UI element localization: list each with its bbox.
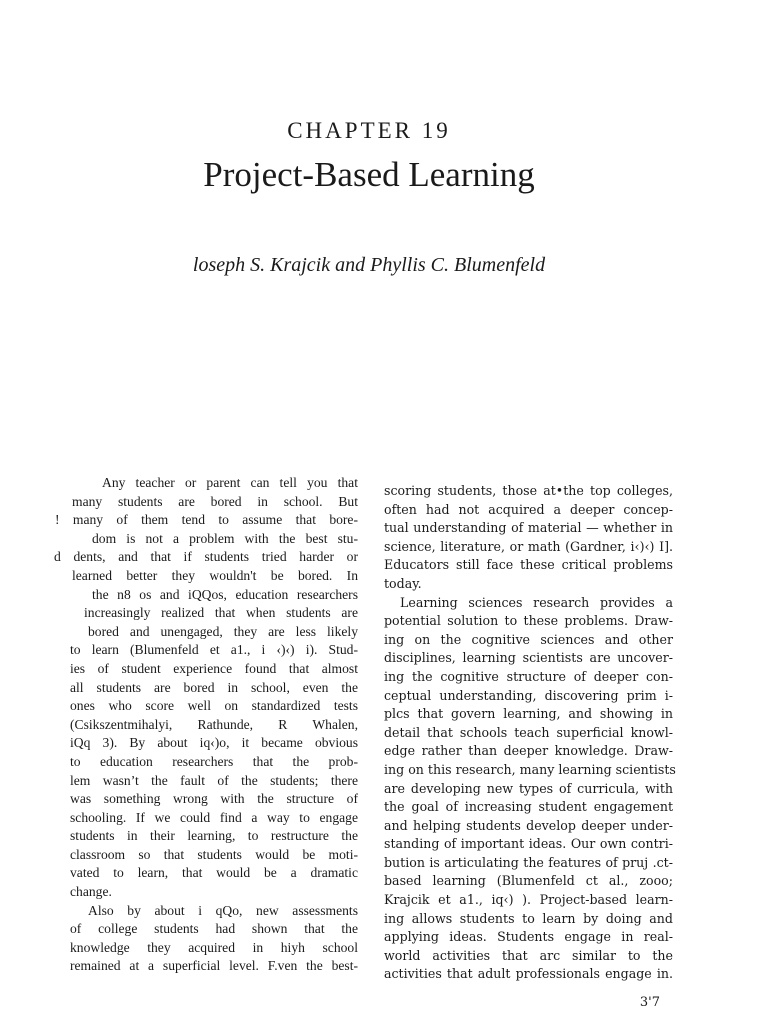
text-line: remained at a superficial level. F.ven the best-	[70, 958, 358, 974]
text-line: Learning sciences research provides a	[400, 594, 673, 610]
text-line: many students are bored in school. But	[72, 493, 358, 509]
text-line: often had not acquired a deeper concep-	[384, 501, 673, 517]
text-line: disciplines, learning scientists are uncover-	[384, 650, 673, 666]
text-line: ing on this research, many learning scientists	[384, 761, 676, 777]
text-line: ing the cognitive structure of deeper con-	[384, 668, 673, 684]
text-line: are developing new types of curricula, with	[384, 780, 673, 796]
text-line: based learning (Blumenfeld ct al., zooo;	[384, 873, 673, 889]
text-line: lem wasn’t the fault of the students; there	[70, 772, 358, 788]
text-line: science, literature, or math (Gardner, i‹)‹) I].	[384, 538, 673, 554]
text-line: Also by about i qQo, new assessments	[88, 902, 358, 918]
text-line: plcs that govern learning, and showing in	[384, 706, 673, 722]
text-line: ones who score well on standardized tests	[70, 698, 358, 714]
authors-line: loseph S. Krajcik and Phyllis C. Blumenfeld	[192, 254, 546, 276]
text-line: all students are bored in school, even the	[70, 679, 358, 695]
chapter-label: CHAPTER 19	[287, 118, 451, 143]
text-line: today.	[384, 575, 422, 591]
text-line: detail that schools teach superficial knowl-	[384, 724, 673, 740]
text-line: the n8 os and iQQos, education researchers	[92, 586, 358, 602]
text-line: standing of important ideas. Our own contri-	[384, 836, 673, 852]
text-line: scoring students, those at•the top colleges,	[384, 483, 673, 498]
text-line: to education researchers that the prob-	[70, 753, 358, 769]
text-line: iQq 3). By about iq‹)o, it became obvious	[70, 735, 358, 751]
text-line: ies of student experience found that almost	[70, 660, 358, 676]
text-line: to learn (Blumenfeld et a1., i ‹)‹) i). Stud-	[70, 642, 358, 658]
text-line: world activities that arc similar to the	[384, 947, 673, 963]
text-line: ceptual understanding, discovering prim i-	[384, 687, 673, 703]
right-text-column	[384, 482, 676, 984]
text-line: Krajcik et a1., iq‹) ). Project-based learn-	[384, 892, 673, 908]
text-line: potential solution to these problems. Draw-	[384, 613, 673, 629]
text-line: vated to learn, that would be a dramatic	[70, 865, 358, 881]
text-line: edge rather than deeper knowledge. Draw-	[384, 743, 673, 759]
text-line: ing on the cognitive sciences and other	[384, 631, 673, 647]
text-line: increasingly realized that when students are	[84, 605, 358, 621]
text-line: students in their learning, to restructure the	[70, 828, 358, 844]
chapter-title: Project-Based Learning	[203, 155, 535, 194]
text-line: was something wrong with the structure of	[70, 791, 358, 807]
text-line: ! many of them tend to assume that bore-	[55, 512, 358, 528]
text-line: d dents, and that if students tried harder or	[54, 549, 358, 565]
text-line: ing allows students to learn by doing and	[384, 910, 673, 926]
text-line: Any teacher or parent can tell you that	[102, 475, 358, 490]
text-line: the goal of increasing student engagement	[384, 799, 673, 815]
text-line: activities that adult professionals engage in.	[384, 966, 673, 982]
text-line: applying ideas. Students engage in real-	[384, 929, 673, 945]
page-number: 3'7	[639, 995, 660, 1010]
text-line: change.	[70, 884, 112, 900]
text-line: of college students had shown that the	[70, 921, 358, 937]
text-line: and helping students develop deeper under-	[384, 817, 673, 833]
text-line: bution is articulating the features of pruj .ct-	[384, 854, 673, 870]
left-text-column	[54, 474, 358, 976]
text-line: Educators still face these critical problems	[384, 557, 673, 573]
text-line: knowledge they acquired in hiyh school	[70, 939, 358, 955]
text-line: bored and unengaged, they are less likely	[88, 623, 358, 639]
text-line: schooling. If we could find a way to engage	[70, 809, 358, 825]
text-line: tual understanding of material — whether in	[384, 520, 673, 536]
text-line: classroom so that students would be moti-	[70, 846, 358, 862]
text-line: (Csikszentmihalyi, Rathunde, R Whalen,	[70, 716, 358, 732]
text-line: dom is not a problem with the best stu-	[92, 530, 358, 546]
text-line: learned better they wouldn't be bored. In	[72, 567, 358, 583]
